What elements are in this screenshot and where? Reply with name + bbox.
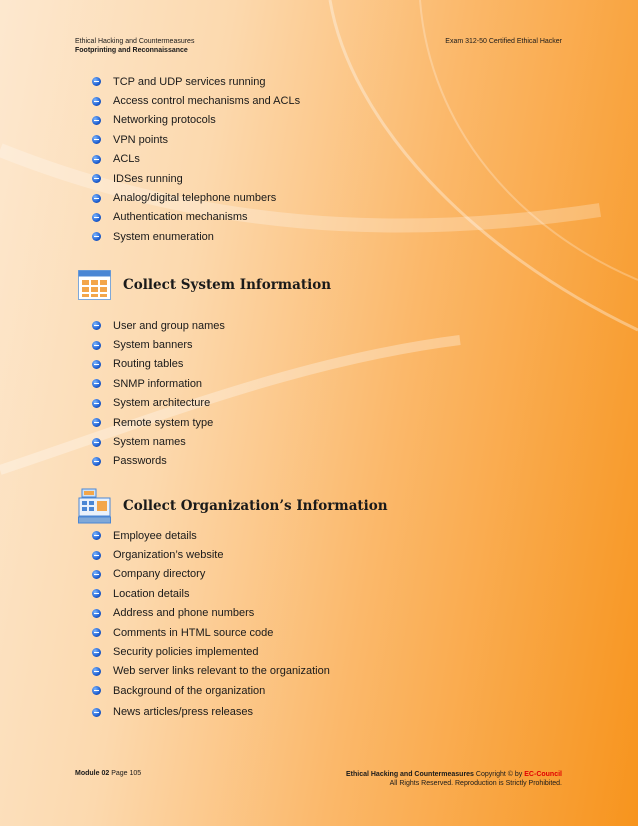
bullet-icon	[92, 155, 101, 164]
header-left	[75, 37, 194, 55]
footer-page-info	[75, 770, 141, 777]
footer-copyright-text: Copyright © by	[475, 771, 523, 778]
bullet-icon	[92, 379, 101, 388]
footer-module: Module 02	[75, 770, 110, 777]
list-network-info	[92, 72, 300, 247]
list-item: Security policies implemented	[92, 642, 330, 661]
list-item: Access control mechanisms and ACLs	[92, 91, 300, 110]
list-item: System architecture	[92, 394, 225, 413]
bullet-icon	[92, 570, 101, 579]
list-item: User and group names	[92, 316, 225, 335]
bullet-icon	[92, 213, 101, 222]
list-item: Routing tables	[92, 355, 225, 374]
list-organization-info	[92, 526, 330, 722]
header-exam: Exam 312-50 Certified Ethical Hacker	[445, 38, 562, 45]
bullet-icon	[92, 667, 101, 676]
list-item: VPN points	[92, 130, 300, 149]
ec-council-logo: EC-Council	[524, 771, 562, 778]
section-heading-organization	[78, 488, 388, 524]
list-item: System enumeration	[92, 227, 300, 246]
list-item: Employee details	[92, 526, 330, 545]
bullet-icon	[92, 551, 101, 560]
bullet-icon	[92, 418, 101, 427]
section-title: Collect System Information	[123, 277, 332, 293]
list-item: Analog/digital telephone numbers	[92, 188, 300, 207]
list-system-info	[92, 316, 225, 471]
header-book-title: Ethical Hacking and Countermeasures	[75, 38, 195, 45]
list-item: System banners	[92, 335, 225, 354]
cash-register-icon	[78, 488, 111, 524]
list-item: Background of the organization	[92, 681, 330, 700]
list-item: IDSes running	[92, 169, 300, 188]
bullet-icon	[92, 628, 101, 637]
list-item: Comments in HTML source code	[92, 623, 330, 642]
list-item: Authentication mechanisms	[92, 208, 300, 227]
bullet-icon	[92, 232, 101, 241]
list-item: News articles/press releases	[92, 703, 330, 722]
bullet-icon	[92, 360, 101, 369]
footer-copyright	[346, 770, 562, 788]
list-item: Address and phone numbers	[92, 604, 330, 623]
list-item: Networking protocols	[92, 111, 300, 130]
bullet-icon	[92, 438, 101, 447]
bullet-icon	[92, 457, 101, 466]
list-item: Location details	[92, 584, 330, 603]
bullet-icon	[92, 97, 101, 106]
list-item: SNMP information	[92, 374, 225, 393]
list-item: Organization’s website	[92, 545, 330, 564]
section-title: Collect Organization’s Information	[123, 498, 388, 514]
bullet-icon	[92, 708, 101, 717]
list-item: Remote system type	[92, 413, 225, 432]
bullet-icon	[92, 194, 101, 203]
bullet-icon	[92, 174, 101, 183]
bullet-icon	[92, 321, 101, 330]
bullet-icon	[92, 686, 101, 695]
header-module-title: Footprinting and Reconnaissance	[75, 47, 188, 54]
bullet-icon	[92, 116, 101, 125]
section-heading-system	[78, 270, 331, 300]
bullet-icon	[92, 609, 101, 618]
list-item: ACLs	[92, 150, 300, 169]
footer-page: Page 105	[111, 770, 142, 777]
list-item: Company directory	[92, 565, 330, 584]
list-item: System names	[92, 432, 225, 451]
list-item: Passwords	[92, 452, 225, 471]
bullet-icon	[92, 531, 101, 540]
bullet-icon	[92, 135, 101, 144]
bullet-icon	[92, 648, 101, 657]
bullet-icon	[92, 77, 101, 86]
list-item: Web server links relevant to the organization	[92, 662, 330, 681]
bullet-icon	[92, 589, 101, 598]
table-icon	[78, 270, 111, 300]
footer-rights: All Rights Reserved. Reproduction is Strictly Prohibited.	[389, 780, 562, 787]
list-item: TCP and UDP services running	[92, 72, 300, 91]
bullet-icon	[92, 399, 101, 408]
bullet-icon	[92, 341, 101, 350]
footer-book-title: Ethical Hacking and Countermeasures	[345, 771, 474, 778]
